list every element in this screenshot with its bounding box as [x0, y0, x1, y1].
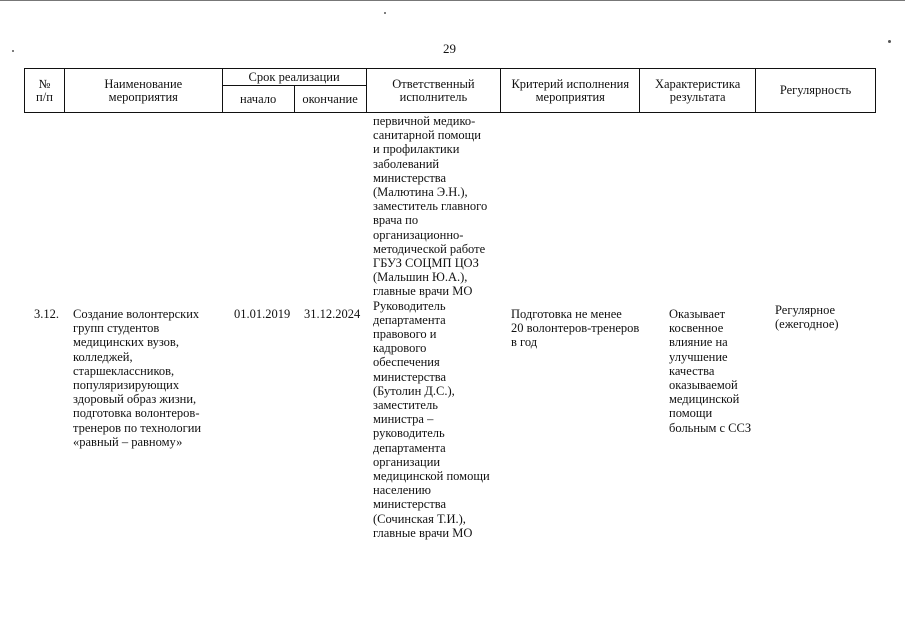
- scan-speck: [12, 50, 14, 52]
- activity-name: [73, 307, 201, 449]
- header-responsible: Ответственный исполнитель: [366, 69, 501, 113]
- header-end: окончание: [294, 86, 366, 113]
- activity-name-line: Создание волонтерских: [73, 307, 200, 321]
- criterion-line: 20 волонтеров-тренеров: [511, 321, 640, 336]
- activity-name-line: колледжей,: [73, 349, 133, 364]
- end-date: 31.12.2024: [304, 307, 361, 321]
- criterion-line: в год: [511, 335, 538, 350]
- responsible-line: первичной медико-: [373, 114, 476, 128]
- responsible-line: правового и: [373, 327, 437, 342]
- responsible-line: санитарной помощи: [373, 128, 481, 143]
- activity-name-line: подготовка волонтеров-: [73, 406, 200, 421]
- responsible-line: и профилактики: [373, 142, 460, 157]
- criterion-line: Подготовка не менее: [511, 307, 622, 321]
- row-number: 3.12.: [34, 307, 59, 321]
- responsible-line: министерства: [373, 369, 447, 384]
- result-characteristic: [669, 307, 751, 435]
- responsible-line: заболеваний: [373, 156, 440, 171]
- responsible-line: заместитель: [373, 398, 438, 413]
- responsible-line: руководитель: [373, 426, 445, 441]
- responsible-line: населению: [373, 483, 431, 498]
- regularity: [775, 303, 839, 331]
- activity-name-line: групп студентов: [73, 321, 160, 336]
- responsible-line: врача по: [373, 213, 419, 228]
- performance-criterion: [511, 307, 639, 350]
- scan-speck: [888, 40, 891, 43]
- activity-name-line: тренеров по технологии: [73, 420, 202, 435]
- activity-name-line: популяризирующих: [73, 378, 180, 393]
- activity-name-line: здоровый образ жизни,: [73, 392, 197, 407]
- responsible-line: департамента: [373, 312, 446, 327]
- responsible-line: заместитель главного: [373, 199, 488, 214]
- responsible-line: (Мальшин Ю.А.),: [373, 270, 468, 285]
- responsible-line: главные врачи МО: [373, 284, 473, 299]
- scan-top-edge: [0, 0, 905, 1]
- responsible-line: главные врачи МО: [373, 525, 473, 540]
- page-number: 29: [443, 41, 456, 56]
- regularity-line: (ежегодное): [775, 317, 839, 332]
- header-regularity: Регулярность: [756, 69, 876, 113]
- header-period: Срок реализации: [222, 69, 366, 86]
- header-name: Наименование мероприятия: [64, 69, 222, 113]
- responsible-line: обеспечения: [373, 355, 440, 370]
- result-line: помощи: [669, 406, 713, 421]
- responsible-line: методической работе: [373, 241, 486, 256]
- start-date: 01.01.2019: [234, 307, 291, 321]
- scan-speck: [384, 12, 386, 14]
- header-num: № п/п: [25, 69, 65, 113]
- responsible-line: министерства: [373, 497, 447, 512]
- responsible-executor: [373, 114, 490, 540]
- activity-name-line: «равный – равному»: [73, 434, 183, 449]
- result-line: медицинской: [669, 392, 740, 407]
- table-header: [24, 68, 876, 113]
- responsible-line: ГБУЗ СОЦМП ЦОЗ: [373, 256, 479, 271]
- result-line: влияние на: [669, 335, 728, 350]
- responsible-line: Руководитель: [373, 298, 446, 313]
- responsible-line: министерства: [373, 170, 447, 185]
- result-line: Оказывает: [669, 307, 726, 321]
- responsible-line: (Малютина Э.Н.),: [373, 185, 468, 200]
- result-line: оказываемой: [669, 378, 738, 393]
- activity-name-line: старшеклассников,: [73, 363, 175, 378]
- activity-name-line: медицинских вузов,: [73, 335, 179, 350]
- responsible-line: министра –: [373, 412, 434, 427]
- regularity-line: Регулярное: [775, 303, 836, 317]
- responsible-line: медицинской помощи: [373, 469, 490, 484]
- header-result: Характеристика результата: [640, 69, 756, 113]
- responsible-line: организационно-: [373, 227, 464, 242]
- header-criterion: Критерий исполнения мероприятия: [501, 69, 640, 113]
- header-start: начало: [222, 86, 294, 113]
- responsible-line: (Сочинская Т.И.),: [373, 511, 466, 526]
- responsible-line: департамента: [373, 440, 446, 455]
- responsible-line: (Бутолин Д.С.),: [373, 383, 455, 398]
- result-line: косвенное: [669, 321, 724, 336]
- result-line: улучшение: [669, 349, 728, 364]
- responsible-line: организации: [373, 454, 441, 469]
- result-line: качества: [669, 363, 715, 378]
- result-line: больным с ССЗ: [669, 420, 752, 435]
- responsible-line: кадрового: [373, 341, 427, 356]
